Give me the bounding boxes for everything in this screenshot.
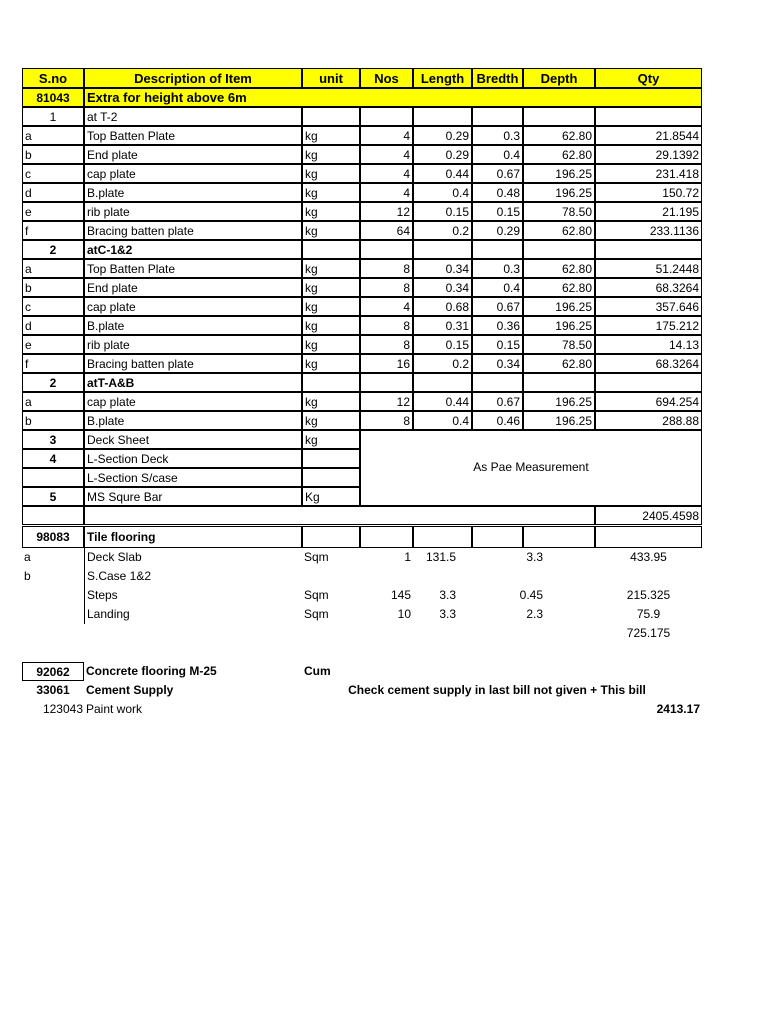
row-length[interactable]: 3.3 [439,607,456,621]
cell-unit[interactable] [302,373,360,392]
row-qty[interactable]: 14.13 [595,335,702,354]
row-length[interactable]: 0.34 [413,278,472,297]
row-depth[interactable]: 196.25 [523,392,595,411]
section-row [22,88,702,107]
cell-length[interactable] [413,240,472,259]
cell-depth[interactable] [523,373,595,392]
cell-nos[interactable] [360,526,413,548]
cell-qty[interactable] [595,373,702,392]
row-bredth[interactable]: 0.48 [472,183,523,202]
item-sno[interactable]: 92062 [22,662,84,681]
row-description[interactable]: L-Section S/case [84,468,302,487]
row-unit[interactable]: kg [302,278,360,297]
row-qty[interactable]: 694.254 [595,392,702,411]
row-depth[interactable]: 62.80 [523,259,595,278]
row-depth[interactable]: 62.80 [523,354,595,373]
table-row [22,259,702,278]
table-row [22,392,702,411]
row-unit[interactable] [302,468,360,487]
cell-sno[interactable] [22,506,84,525]
row-unit[interactable]: kg [302,316,360,335]
table-row [22,548,702,567]
table-row [22,221,702,240]
row-nos[interactable]: 8 [360,278,413,297]
row-id[interactable]: a [24,550,31,564]
row-id[interactable]: b [22,411,84,430]
row-bredth[interactable]: 0.4 [472,145,523,164]
row-unit[interactable]: kg [302,411,360,430]
table-row [22,567,702,586]
row-bredth[interactable]: 2.3 [526,607,543,621]
row-bredth[interactable]: 0.67 [472,164,523,183]
group-sno[interactable]: 2 [22,373,84,392]
row-nos[interactable]: 10 [397,607,411,621]
group-title[interactable]: atT-A&B [84,373,302,392]
section-title[interactable]: Extra for height above 6m [84,88,702,107]
table-row [22,202,702,221]
table-row [22,126,702,145]
row-depth[interactable]: 62.80 [523,126,595,145]
item-title[interactable]: Concrete flooring M-25 [86,664,217,678]
cell-qty[interactable] [595,107,702,126]
row-bredth[interactable]: 0.34 [472,354,523,373]
row-nos[interactable]: 4 [360,183,413,202]
row-bredth[interactable]: 0.67 [472,297,523,316]
header-bredth[interactable]: Bredth [472,68,523,88]
row-description[interactable]: B.plate [84,411,302,430]
row-unit[interactable]: kg [302,354,360,373]
table-row [22,278,702,297]
cement-note[interactable]: Check cement supply in last bill not given + This bill [348,683,646,697]
row-unit[interactable]: Sqm [304,607,329,621]
cell-unit[interactable] [302,526,360,548]
cell-qty[interactable] [595,526,702,548]
row-unit[interactable]: kg [302,183,360,202]
cell-nos[interactable] [360,240,413,259]
bill-sheet [22,68,702,719]
row-id[interactable]: f [22,221,84,240]
row-qty[interactable]: 357.646 [595,297,702,316]
row-description[interactable]: Top Batten Plate [84,259,302,278]
row-length[interactable]: 0.44 [413,392,472,411]
item-title[interactable]: Cement Supply [86,683,174,697]
cell-length[interactable] [413,526,472,548]
row-nos[interactable]: 12 [360,202,413,221]
row-id[interactable]: e [22,335,84,354]
group-row [22,107,702,126]
row-unit[interactable]: kg [302,202,360,221]
cell-bredth[interactable] [472,526,523,548]
row-length[interactable]: 0.44 [413,164,472,183]
row-nos[interactable]: 4 [360,297,413,316]
row-nos[interactable]: 8 [360,335,413,354]
row-bredth[interactable]: 0.36 [472,316,523,335]
row-description[interactable]: End plate [84,145,302,164]
row-nos[interactable]: 4 [360,164,413,183]
row-length[interactable]: 131.5 [425,550,456,564]
row-length[interactable]: 0.4 [413,411,472,430]
row-description[interactable]: Bracing batten plate [84,221,302,240]
section-row [22,526,702,548]
spacer-row [22,643,702,662]
item-row [22,681,702,700]
row-nos[interactable]: 16 [360,354,413,373]
header-unit[interactable]: unit [302,68,360,88]
cell-depth[interactable] [523,240,595,259]
row-id[interactable] [22,586,84,605]
row-id[interactable]: d [22,316,84,335]
group-row [22,373,702,392]
row-nos[interactable]: 4 [360,126,413,145]
item-unit[interactable]: Cum [304,664,331,678]
cell-nos[interactable] [360,373,413,392]
cell-bredth[interactable] [472,240,523,259]
row-length[interactable]: 0.15 [413,335,472,354]
table-row [22,316,702,335]
row-bredth[interactable]: 0.3 [472,126,523,145]
row-id[interactable]: 3 [22,430,84,449]
section-sno[interactable]: 81043 [22,88,84,107]
row-bredth[interactable]: 0.15 [472,335,523,354]
row-bredth[interactable]: 0.4 [472,278,523,297]
table-row [22,354,702,373]
row-nos[interactable]: 12 [360,392,413,411]
row-qty[interactable]: 68.3264 [595,354,702,373]
cell-unit[interactable] [302,107,360,126]
row-depth[interactable]: 196.25 [523,297,595,316]
row-depth[interactable]: 196.25 [523,183,595,202]
row-depth[interactable]: 62.80 [523,278,595,297]
row-description[interactable]: cap plate [84,392,302,411]
row-id[interactable]: c [22,297,84,316]
row-bredth[interactable]: 0.3 [472,259,523,278]
row-length[interactable]: 0.29 [413,126,472,145]
row-qty[interactable]: 68.3264 [595,278,702,297]
row-description[interactable]: B.plate [84,316,302,335]
cell-bredth[interactable] [472,107,523,126]
row-length[interactable]: 3.3 [439,588,456,602]
table-row [22,164,702,183]
cell-qty[interactable] [595,240,702,259]
row-id[interactable]: f [22,354,84,373]
row-depth[interactable]: 62.80 [523,145,595,164]
row-depth[interactable]: 196.25 [523,411,595,430]
row-unit[interactable]: kg [302,259,360,278]
row-length[interactable]: 0.2 [413,354,472,373]
row-id[interactable] [22,605,84,624]
row-length[interactable]: 0.34 [413,259,472,278]
header-row [22,68,702,88]
row-bredth[interactable]: 0.67 [472,392,523,411]
row-description[interactable]: Deck Sheet [84,430,302,449]
header-sno[interactable]: S.no [22,68,84,88]
row-nos[interactable]: 8 [360,411,413,430]
item-title[interactable]: Paint work [86,702,143,716]
row-description[interactable]: Bracing batten plate [84,354,302,373]
cell-bredth[interactable] [472,373,523,392]
row-unit[interactable]: kg [302,392,360,411]
table-row [22,183,702,202]
row-nos[interactable]: 145 [390,588,411,602]
row-bredth[interactable]: 0.46 [472,411,523,430]
header-description[interactable]: Description of Item [84,68,302,88]
row-qty[interactable]: 233.1136 [595,221,702,240]
row-qty[interactable]: 51.2448 [595,259,702,278]
row-depth[interactable]: 62.80 [523,221,595,240]
row-description[interactable]: cap plate [84,297,302,316]
row-unit[interactable]: kg [302,430,360,449]
cell-depth[interactable] [523,526,595,548]
row-qty[interactable]: 231.418 [595,164,702,183]
row-nos[interactable]: 64 [360,221,413,240]
row-qty[interactable]: 75.9 [636,607,661,621]
row-id[interactable]: a [22,392,84,411]
row-id[interactable]: b [22,278,84,297]
row-depth[interactable]: 78.50 [523,202,595,221]
row-length[interactable]: 0.29 [413,145,472,164]
paint-value[interactable]: 2413.17 [656,702,700,716]
row-unit[interactable]: kg [302,126,360,145]
row-bredth[interactable]: 0.45 [519,588,543,602]
row-nos[interactable]: 8 [360,259,413,278]
subtotal-row [22,624,702,643]
row-length[interactable]: 0.68 [413,297,472,316]
row-nos[interactable]: 1 [404,550,411,564]
row-description[interactable]: rib plate [84,335,302,354]
row-bredth[interactable]: 0.15 [472,202,523,221]
cell-empty[interactable] [84,506,595,525]
table-row [22,145,702,164]
cell-length[interactable] [413,373,472,392]
row-unit[interactable]: Sqm [304,588,329,602]
row-qty[interactable]: 150.72 [595,183,702,202]
row-id[interactable]: e [22,202,84,221]
row-id[interactable]: a [22,259,84,278]
item-sno[interactable]: 33061 [36,683,70,697]
cell-unit[interactable] [302,240,360,259]
row-id[interactable]: d [22,183,84,202]
row-length[interactable]: 0.31 [413,316,472,335]
row-length[interactable]: 0.15 [413,202,472,221]
row-description[interactable]: Top Batten Plate [84,126,302,145]
table-row [22,297,702,316]
row-nos[interactable]: 8 [360,316,413,335]
row-description[interactable]: L-Section Deck [84,449,302,468]
as-pae-measurement-cell[interactable]: As Pae Measurement [360,430,702,506]
row-bredth[interactable]: 3.3 [526,550,543,564]
row-description[interactable]: End plate [84,278,302,297]
row-qty[interactable]: 288.88 [595,411,702,430]
header-length[interactable]: Length [413,68,472,88]
section-title[interactable]: Tile flooring [84,526,302,548]
item-row [22,700,702,719]
cell-length[interactable] [413,107,472,126]
header-depth[interactable]: Depth [523,68,595,88]
row-qty[interactable]: 21.8544 [595,126,702,145]
row-unit[interactable]: Sqm [304,550,329,564]
row-qty[interactable]: 175.212 [595,316,702,335]
row-unit[interactable]: kg [302,145,360,164]
row-id[interactable]: c [22,164,84,183]
row-depth[interactable]: 196.25 [523,316,595,335]
row-unit[interactable]: Kg [302,487,360,506]
row-qty[interactable]: 29.1392 [595,145,702,164]
group-title[interactable]: at T-2 [84,107,302,126]
group-row [22,240,702,259]
row-id[interactable]: a [22,126,84,145]
row-bredth[interactable]: 0.29 [472,221,523,240]
total-row [22,506,702,525]
row-unit[interactable]: kg [302,164,360,183]
row-unit[interactable] [302,449,360,468]
total-qty[interactable]: 2405.4598 [595,506,702,525]
row-length[interactable]: 0.4 [413,183,472,202]
group-sno[interactable]: 2 [22,240,84,259]
group-title[interactable]: atC-1&2 [84,240,302,259]
table-row [22,605,702,624]
row-description[interactable]: Steps [84,586,302,605]
row-description[interactable]: Deck Slab [84,548,302,567]
table-row [22,411,702,430]
section-sno[interactable]: 98083 [22,526,84,548]
row-id[interactable]: 5 [22,487,84,506]
table-row [22,335,702,354]
row-qty[interactable]: 21.195 [595,202,702,221]
item-row [22,662,702,681]
cell-nos[interactable] [360,107,413,126]
cell-depth[interactable] [523,107,595,126]
row-description[interactable]: rib plate [84,202,302,221]
row-unit[interactable]: kg [302,297,360,316]
misc-block [22,430,702,506]
row-description[interactable]: B.plate [84,183,302,202]
table-row [22,586,702,605]
row-depth[interactable]: 78.50 [523,335,595,354]
header-qty[interactable]: Qty [595,68,702,88]
group-sno[interactable]: 1 [22,107,84,126]
row-depth[interactable]: 196.25 [523,164,595,183]
row-nos[interactable]: 4 [360,145,413,164]
row-description[interactable]: MS Squre Bar [84,487,302,506]
row-unit[interactable]: kg [302,221,360,240]
row-description[interactable]: cap plate [84,164,302,183]
row-description[interactable]: S.Case 1&2 [84,567,302,586]
item-sno[interactable]: 123043 [42,702,83,716]
row-id[interactable] [22,468,84,487]
row-length[interactable]: 0.2 [413,221,472,240]
tile-total[interactable]: 725.175 [626,626,671,640]
row-description[interactable]: Landing [84,605,302,624]
row-qty[interactable]: 215.325 [626,588,671,602]
row-id[interactable]: b [22,145,84,164]
row-id[interactable]: 4 [22,449,84,468]
row-qty[interactable]: 433.95 [630,550,667,564]
row-id[interactable]: b [24,569,31,583]
row-unit[interactable]: kg [302,335,360,354]
header-nos[interactable]: Nos [360,68,413,88]
